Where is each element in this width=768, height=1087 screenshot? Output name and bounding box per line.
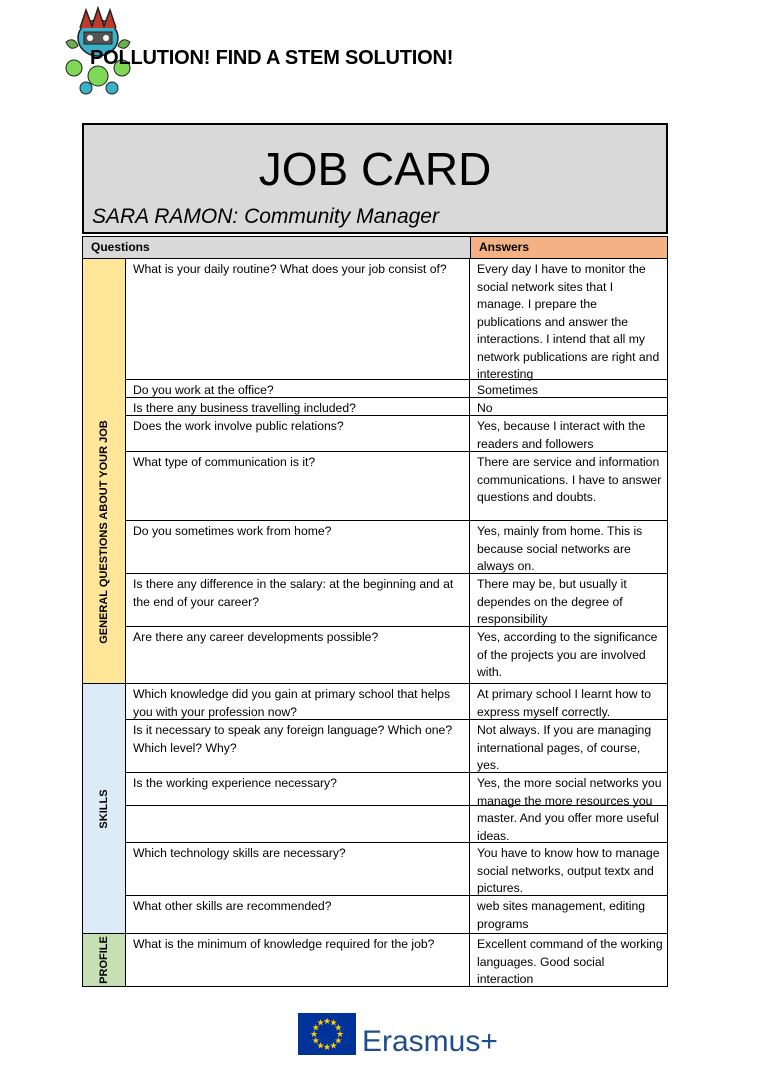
question-cell: Are there any career developments possible? (126, 627, 470, 805)
answer-cell: Yes, mainly from home. This is because social networks are always on. (477, 524, 643, 573)
question-cell: Which technology skills are necessary? (126, 843, 470, 895)
column-header-row (82, 236, 668, 259)
eu-star: ★ (322, 1016, 332, 1026)
question-cell: Is there any business travelling included? (126, 398, 470, 415)
answer-cell: Yes, because I interact with the readers and followers (477, 419, 646, 451)
question-cell: Do you work at the office? (126, 380, 470, 397)
table-row (126, 684, 667, 720)
table-row (126, 934, 667, 986)
table-row (126, 521, 667, 574)
table-row (126, 896, 667, 933)
eu-star: ★ (329, 1017, 338, 1028)
question-cell: Do you sometimes work from home? (126, 521, 470, 573)
table-row (126, 452, 667, 521)
table-row (126, 398, 667, 416)
question-cell: What type of communication is it? (126, 452, 470, 520)
eu-star: ★ (334, 1022, 343, 1033)
erasmus-logo (298, 1013, 498, 1058)
section-profile (82, 933, 668, 987)
answer-cell: At primary school I learnt how to express myself correctly. (477, 687, 652, 719)
answer-cell: There are service and information communications. I have to answer questions and doubts. (477, 455, 662, 504)
answer-cell: You have to know how to manage social networks, output textx and pictures. (477, 846, 660, 895)
section-label (83, 684, 126, 933)
eu-star: ★ (329, 1040, 338, 1051)
table-row (126, 843, 667, 896)
erasmus-text: Erasmus+ (362, 1025, 498, 1058)
question-cell: Which knowledge did you gain at primary school that helps you with your profession now? (126, 684, 470, 719)
eu-star: ★ (316, 1040, 325, 1051)
table-row (126, 773, 667, 843)
project-title: POLLUTION! FIND A STEM SOLUTION! (90, 47, 454, 69)
answer-cell: Sometimes (477, 383, 538, 397)
eu-star: ★ (334, 1035, 343, 1046)
question-cell: What other skills are recommended? (126, 896, 470, 933)
answer-cell: web sites management, editing programs (477, 899, 646, 931)
eu-star: ★ (316, 1017, 325, 1028)
job-card (82, 123, 668, 986)
answer-cell: Not always. If you are managing international pages, of course, yes. (477, 723, 652, 772)
question-cell: What is your daily routine? What does your job consist of? (126, 259, 470, 379)
answer-cell: Every day I have to monitor the social network sites that I manage. I prepare the publications and answer the interactions. I intend that all my network publications are right and interesting (477, 262, 660, 381)
card-title: JOB CARD (258, 143, 492, 195)
question-cell: Does the work involve public relations? (126, 416, 470, 451)
eu-star: ★ (311, 1022, 320, 1033)
card-header (82, 123, 668, 234)
table-row (126, 380, 667, 398)
section-label (83, 934, 126, 986)
table-row (126, 259, 667, 380)
question-cell: Is the working experience necessary? (126, 773, 470, 842)
answer-cell: Excellent command of the working languages. Good social interaction (477, 937, 663, 986)
table-row (126, 720, 667, 773)
answer-cell: Yes, the more social networks you manage the more resources you master. And you offer more useful ideas. (477, 776, 662, 843)
section-label-text: GENERAL QUESTIONS ABOUT YOUR JOB (98, 420, 110, 644)
section-label-text: PROFILE (98, 936, 110, 984)
table-row (126, 574, 667, 627)
question-cell: What is the minimum of knowledge required for the job? (126, 934, 470, 986)
eu-star: ★ (311, 1035, 320, 1046)
eu-star: ★ (335, 1029, 345, 1039)
section-skills (82, 683, 668, 934)
answers-header: Answers (470, 237, 667, 258)
question-cell: Is it necessary to speak any foreign language? Which one? Which level? Why? (126, 720, 470, 772)
questions-header: Questions (83, 237, 470, 258)
card-subtitle: SARA RAMON: Community Manager (92, 205, 439, 228)
answer-cell: No (477, 401, 493, 415)
question-cell: Is there any difference in the salary: at the beginning and at the end of your career? (126, 574, 470, 626)
section-label-text: SKILLS (98, 788, 110, 829)
eu-star: ★ (309, 1029, 319, 1039)
table-row (126, 416, 667, 452)
answer-cell: Yes, according to the significance of the projects you are involved with. (477, 630, 658, 679)
answer-cell: There may be, but usually it dependes on the degree of responsibility (477, 577, 627, 626)
eu-star: ★ (322, 1042, 332, 1052)
